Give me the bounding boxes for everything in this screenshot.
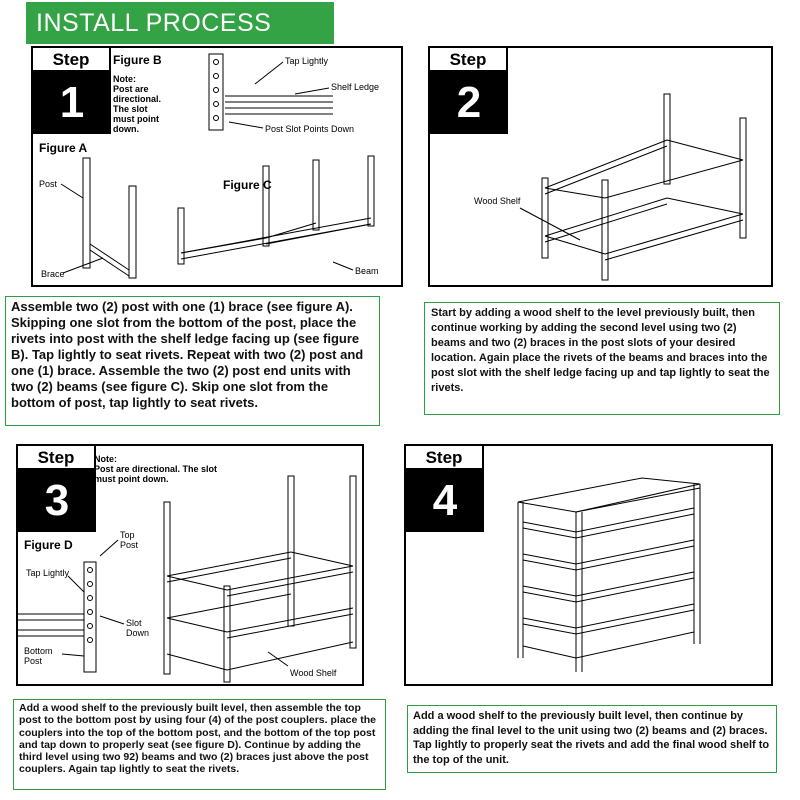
step-2-wood-shelf-label: Wood Shelf bbox=[474, 196, 521, 206]
shelf-ledge-callout: Shelf Ledge bbox=[331, 82, 380, 92]
step-3-diagram bbox=[18, 446, 366, 688]
step-1-panel bbox=[31, 46, 403, 287]
top-post-callout: Top Post bbox=[120, 530, 139, 550]
step-4-text: Add a wood shelf to the previously built level, then continue by adding the final level to the unit using two (2) beams and (2) braces. Tap lightly to properly seat the rivets and add the final wood shelf to the top of the unit. bbox=[407, 705, 777, 773]
step-4-diagram bbox=[406, 446, 775, 688]
beam-label: Beam bbox=[355, 266, 379, 276]
figure-b-title: Figure B bbox=[113, 53, 162, 67]
brace-label: Brace bbox=[41, 269, 65, 279]
step-1-text: Assemble two (2) post with one (1) brace (see figure A). Skipping one slot from the bottom of the post, place the rivets into post with the shelf ledge facing up (see figure B). Tap lightly to seat rivets. Repeat with two (2) post and one (1) brace. Assemble the two (2) post end units with two (2) beams (see figure C). Skip one slot from the bottom of post, tap lightly to seat rivets. bbox=[5, 296, 380, 426]
step-3-note: Note: Post are directional. The slot must point down. bbox=[94, 454, 218, 484]
step-2-panel bbox=[428, 46, 773, 287]
step-3-text: Add a wood shelf to the previously built level, then assemble the top post to the bottom post by using four (4) of the post couplers. place the couplers into the top of the bottom post, and the bottom of the top post and tap down to properly seat (see figure D). Continue by adding the third level using two 92) beams and two (2) braces just above the post couplers. Again tap lightly to seat the rivets. bbox=[13, 699, 386, 790]
step-3-number: 3 bbox=[18, 470, 96, 532]
step-2-label: Step bbox=[430, 48, 508, 72]
step-3-panel bbox=[16, 444, 364, 686]
step-1-label: Step bbox=[33, 48, 111, 72]
step-4-panel bbox=[404, 444, 773, 686]
step-1-diagram bbox=[33, 48, 405, 289]
step-1-number: 1 bbox=[33, 72, 111, 134]
step-2-text: Start by adding a wood shelf to the level previously built, then continue working by adding the second level using two (2) beams and two (2) braces in the post slots of your desired location. Again place the rivets of the beams and braces into the post slot with the shelf ledge facing up and tap lightly to seat the rivets. bbox=[424, 302, 780, 415]
step-2-diagram bbox=[430, 48, 775, 289]
figure-a-title: Figure A bbox=[39, 141, 88, 155]
figure-c-title: Figure C bbox=[223, 178, 272, 192]
figure-d-title: Figure D bbox=[24, 538, 73, 552]
post-label: Post bbox=[39, 179, 58, 189]
tap-lightly-callout-3: Tap Lightly bbox=[26, 568, 70, 578]
install-process-header: INSTALL PROCESS bbox=[26, 2, 334, 44]
step-3-wood-shelf-label: Wood Shelf bbox=[290, 668, 337, 678]
bottom-post-callout: Bottom Post bbox=[24, 646, 53, 666]
step-4-label: Step bbox=[406, 446, 484, 470]
step-2-number: 2 bbox=[430, 72, 508, 134]
step-4-number: 4 bbox=[406, 470, 484, 532]
step-1-note: Note: Post are directional. The slot must point down. bbox=[113, 74, 162, 134]
slot-down-callout: Slot Down bbox=[126, 618, 150, 638]
tap-lightly-callout: Tap Lightly bbox=[285, 56, 329, 66]
step-3-label: Step bbox=[18, 446, 96, 470]
post-slot-callout: Post Slot Points Down bbox=[265, 124, 355, 134]
